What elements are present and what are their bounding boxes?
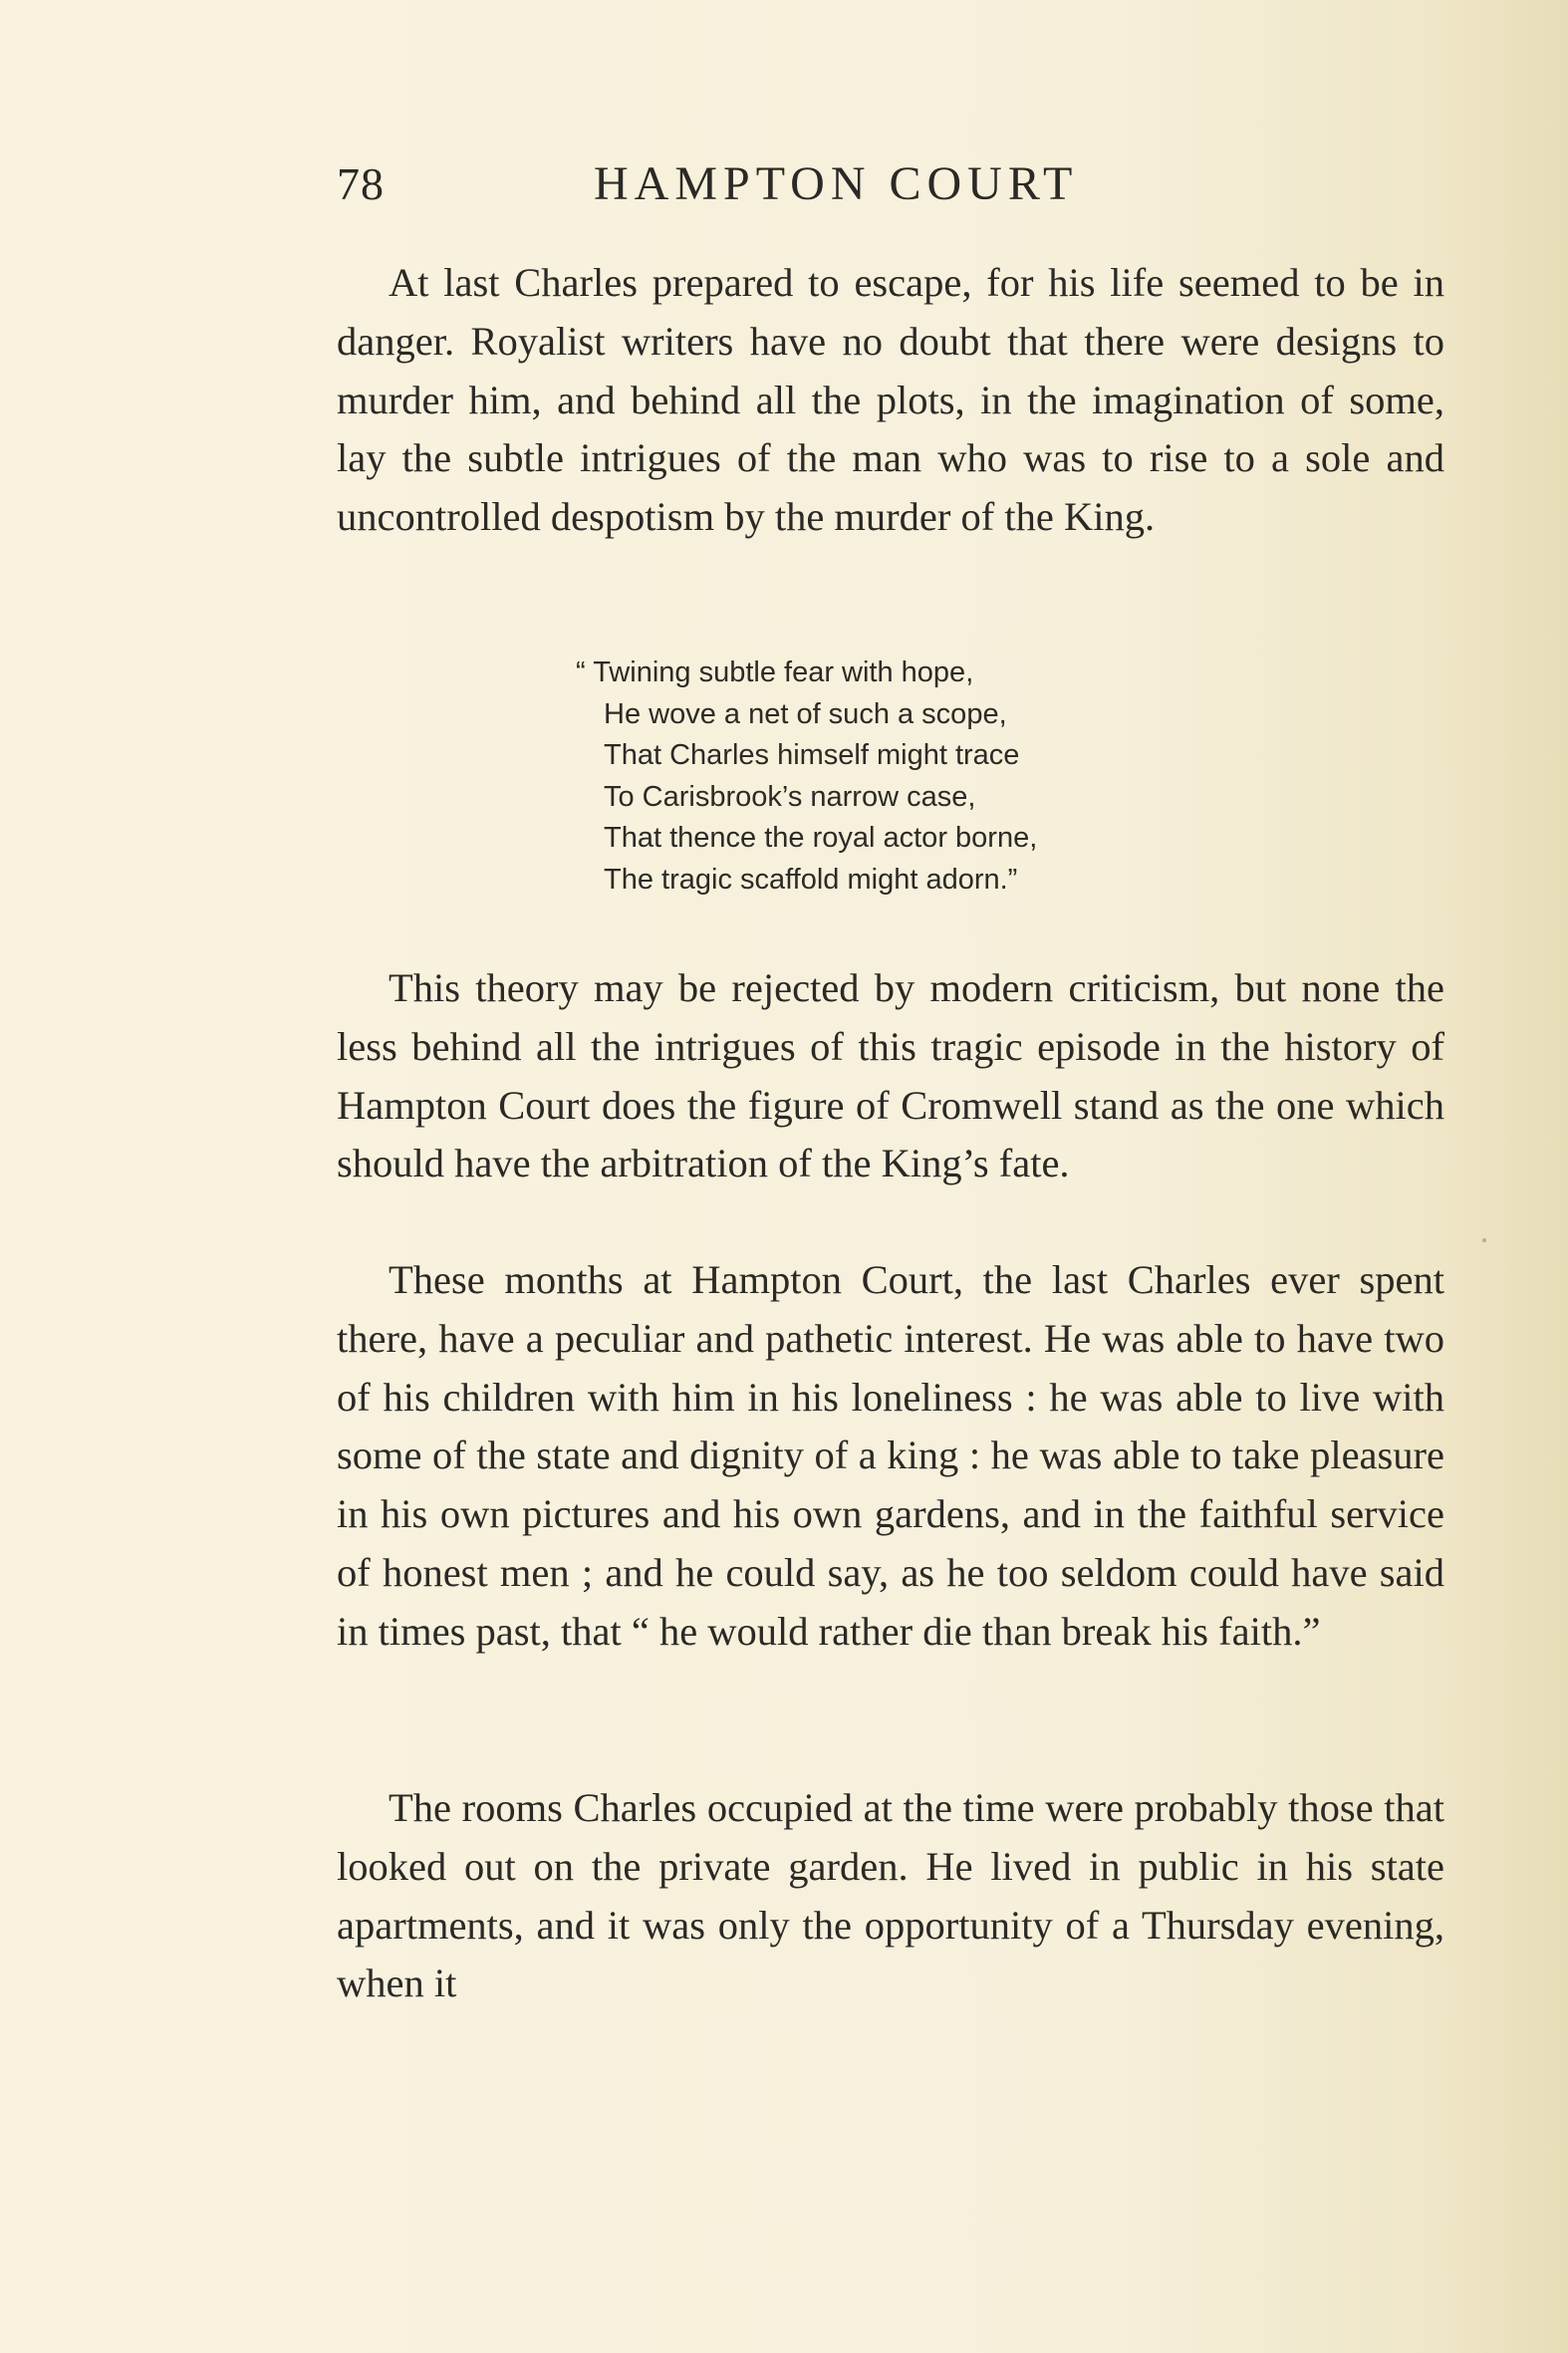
verse-line: That thence the royal actor borne, (604, 822, 1038, 854)
running-head (337, 149, 1203, 219)
paper-speck (1482, 1238, 1486, 1242)
paragraph-theory: This theory may be rejected by modern criticism, but none the less behind all the intrigues of this tragic episode in the history of Hampton Court does the figure of Cromwell stand as the one which should have the arbitration of the King’s fate. (337, 965, 1444, 1186)
verse-quotation (576, 653, 1293, 901)
verse-line: He wove a net of such a scope, (604, 697, 1007, 730)
paragraph-escape: At last Charles prepared to escape, for his life seemed to be in danger. Royalist writers have no doubt that there were designs to murder him, and behind all the plots, in the imagination of some, lay the subtle intrigues of the man who was to rise to a sole and uncontrolled despotism by the murder of the King. (337, 260, 1444, 540)
verse-line: To Carisbrook’s narrow case, (604, 780, 976, 813)
paragraph-rooms: The rooms Charles occupied at the time were probably those that looked out on the private garden. He lived in public in his state apartments, and it was only the opportunity of a Thursday evening, when it (337, 1785, 1444, 2006)
paragraph-months: These months at Hampton Court, the last Charles ever spent there, have a peculiar and pathetic interest. He was able to have two of his children with him in his loneliness : he was able to live with some of the state and dignity of a king : he was able to take pleasure in his own pictures and his own gardens, and in the faithful service of honest men ; and he could say, as he too seldom could have said in times past, that “ he would rather die than break his faith.” (337, 1257, 1444, 1654)
verse-line: That Charles himself might trace (604, 739, 1020, 771)
running-title: HAMPTON COURT (594, 157, 1079, 210)
page-number: 78 (337, 158, 385, 209)
verse-line: The tragic scaffold might adorn.” (604, 863, 1018, 896)
verse-line: “ Twining subtle fear with hope, (576, 656, 974, 688)
